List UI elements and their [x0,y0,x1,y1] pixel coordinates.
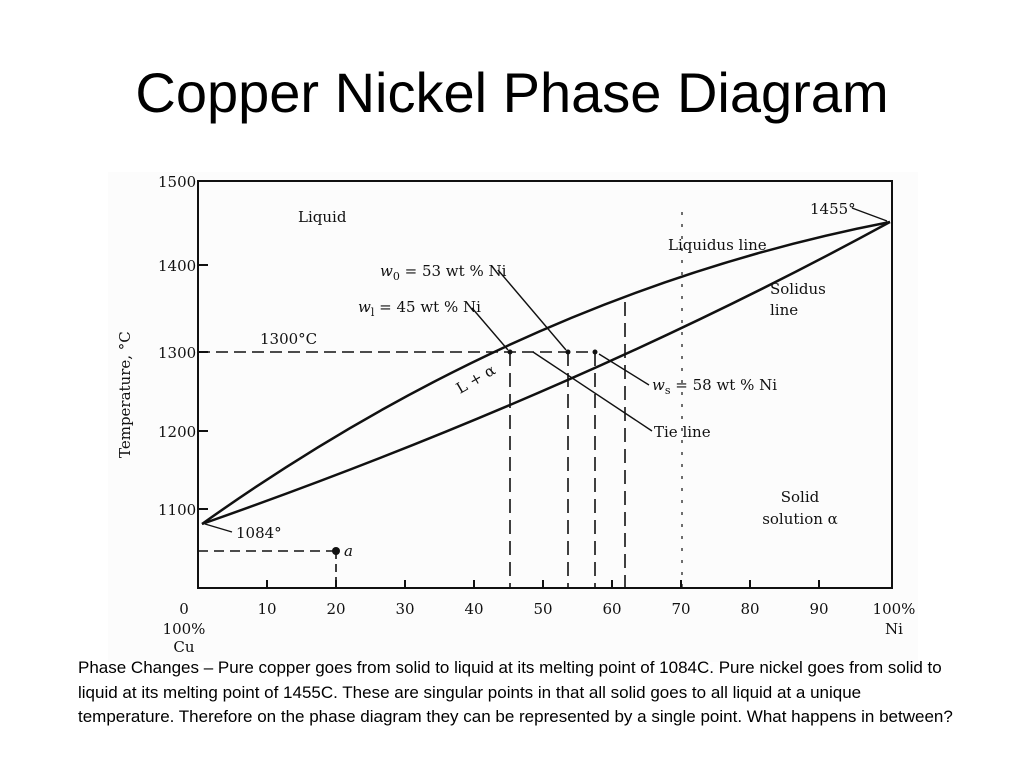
solidus-curve [202,222,890,524]
x-tick-label: 30 [395,600,415,618]
y-tick-label: 1500 [158,173,197,191]
tie-line-point [508,350,513,355]
liquid-region-label: Liquid [298,208,347,226]
x-tick-label: 40 [464,600,484,618]
x-tick-label: 20 [326,600,346,618]
solidus-label: line [770,301,799,319]
tie-line-label: Tie line [654,423,711,441]
point-a-label: a [344,542,353,560]
isotherm-1300-label: 1300°C [260,330,318,348]
y-axis-label: Temperature, °C [116,331,134,458]
y-tick-label: 1400 [158,257,197,275]
ni-melting-point-label: 1455° [810,200,856,218]
x-tick-label: 60 [602,600,622,618]
tie-line-point [593,350,598,355]
solidus-label: Solidus [770,280,826,298]
y-tick-label: 1200 [158,423,197,441]
slide-caption: Phase Changes – Pure copper goes from solid to liquid at its melting point of 1084C. Pure nickel goes from solid to liquid at its melting point of 1455C. These are singular points in that all solid goes to all liquid at a unique temperature. Therefore on the phase diagram they can be represented by a single point. What happens in between? [78,658,953,726]
x-tick-label: 10 [257,600,277,618]
y-axis-ticks [198,181,208,509]
solid-region-label: solution α [762,510,838,528]
ws-label: $w_s = 58$ wt % Ni [652,376,778,397]
y-tick-label: 1300 [158,344,197,362]
x-tick-label: 100% [872,600,916,618]
x-tick-label: 50 [533,600,553,618]
w0-label: $w_0 = 53$ wt % Ni [380,262,507,283]
two-phase-region-label: L + α [453,360,499,398]
y-tick-label: 1100 [158,501,197,519]
phase-diagram [108,172,918,662]
tie-line-point [566,350,571,355]
phase-diagram-figure [108,172,918,662]
x-left-end-label: Cu [173,638,195,656]
wl-label: $w_l = 45$ wt % Ni [358,298,481,319]
liquidus-curve [202,222,890,524]
x-right-end-label: Ni [885,620,903,638]
leader-lines [205,208,887,532]
x-tick-label: 90 [809,600,829,618]
x-left-end-label: 100% [162,620,206,638]
liquidus-label: Liquidus line [668,236,767,254]
x-tick-label: 70 [671,600,691,618]
cu-melting-point-label: 1084° [236,524,282,542]
x-axis-ticks [267,580,819,588]
x-tick-label: 0 [179,600,189,618]
solid-region-label: Solid [780,488,820,506]
x-tick-label: 80 [740,600,760,618]
slide-title: Copper Nickel Phase Diagram [135,61,889,124]
point-a-marker [332,547,340,555]
